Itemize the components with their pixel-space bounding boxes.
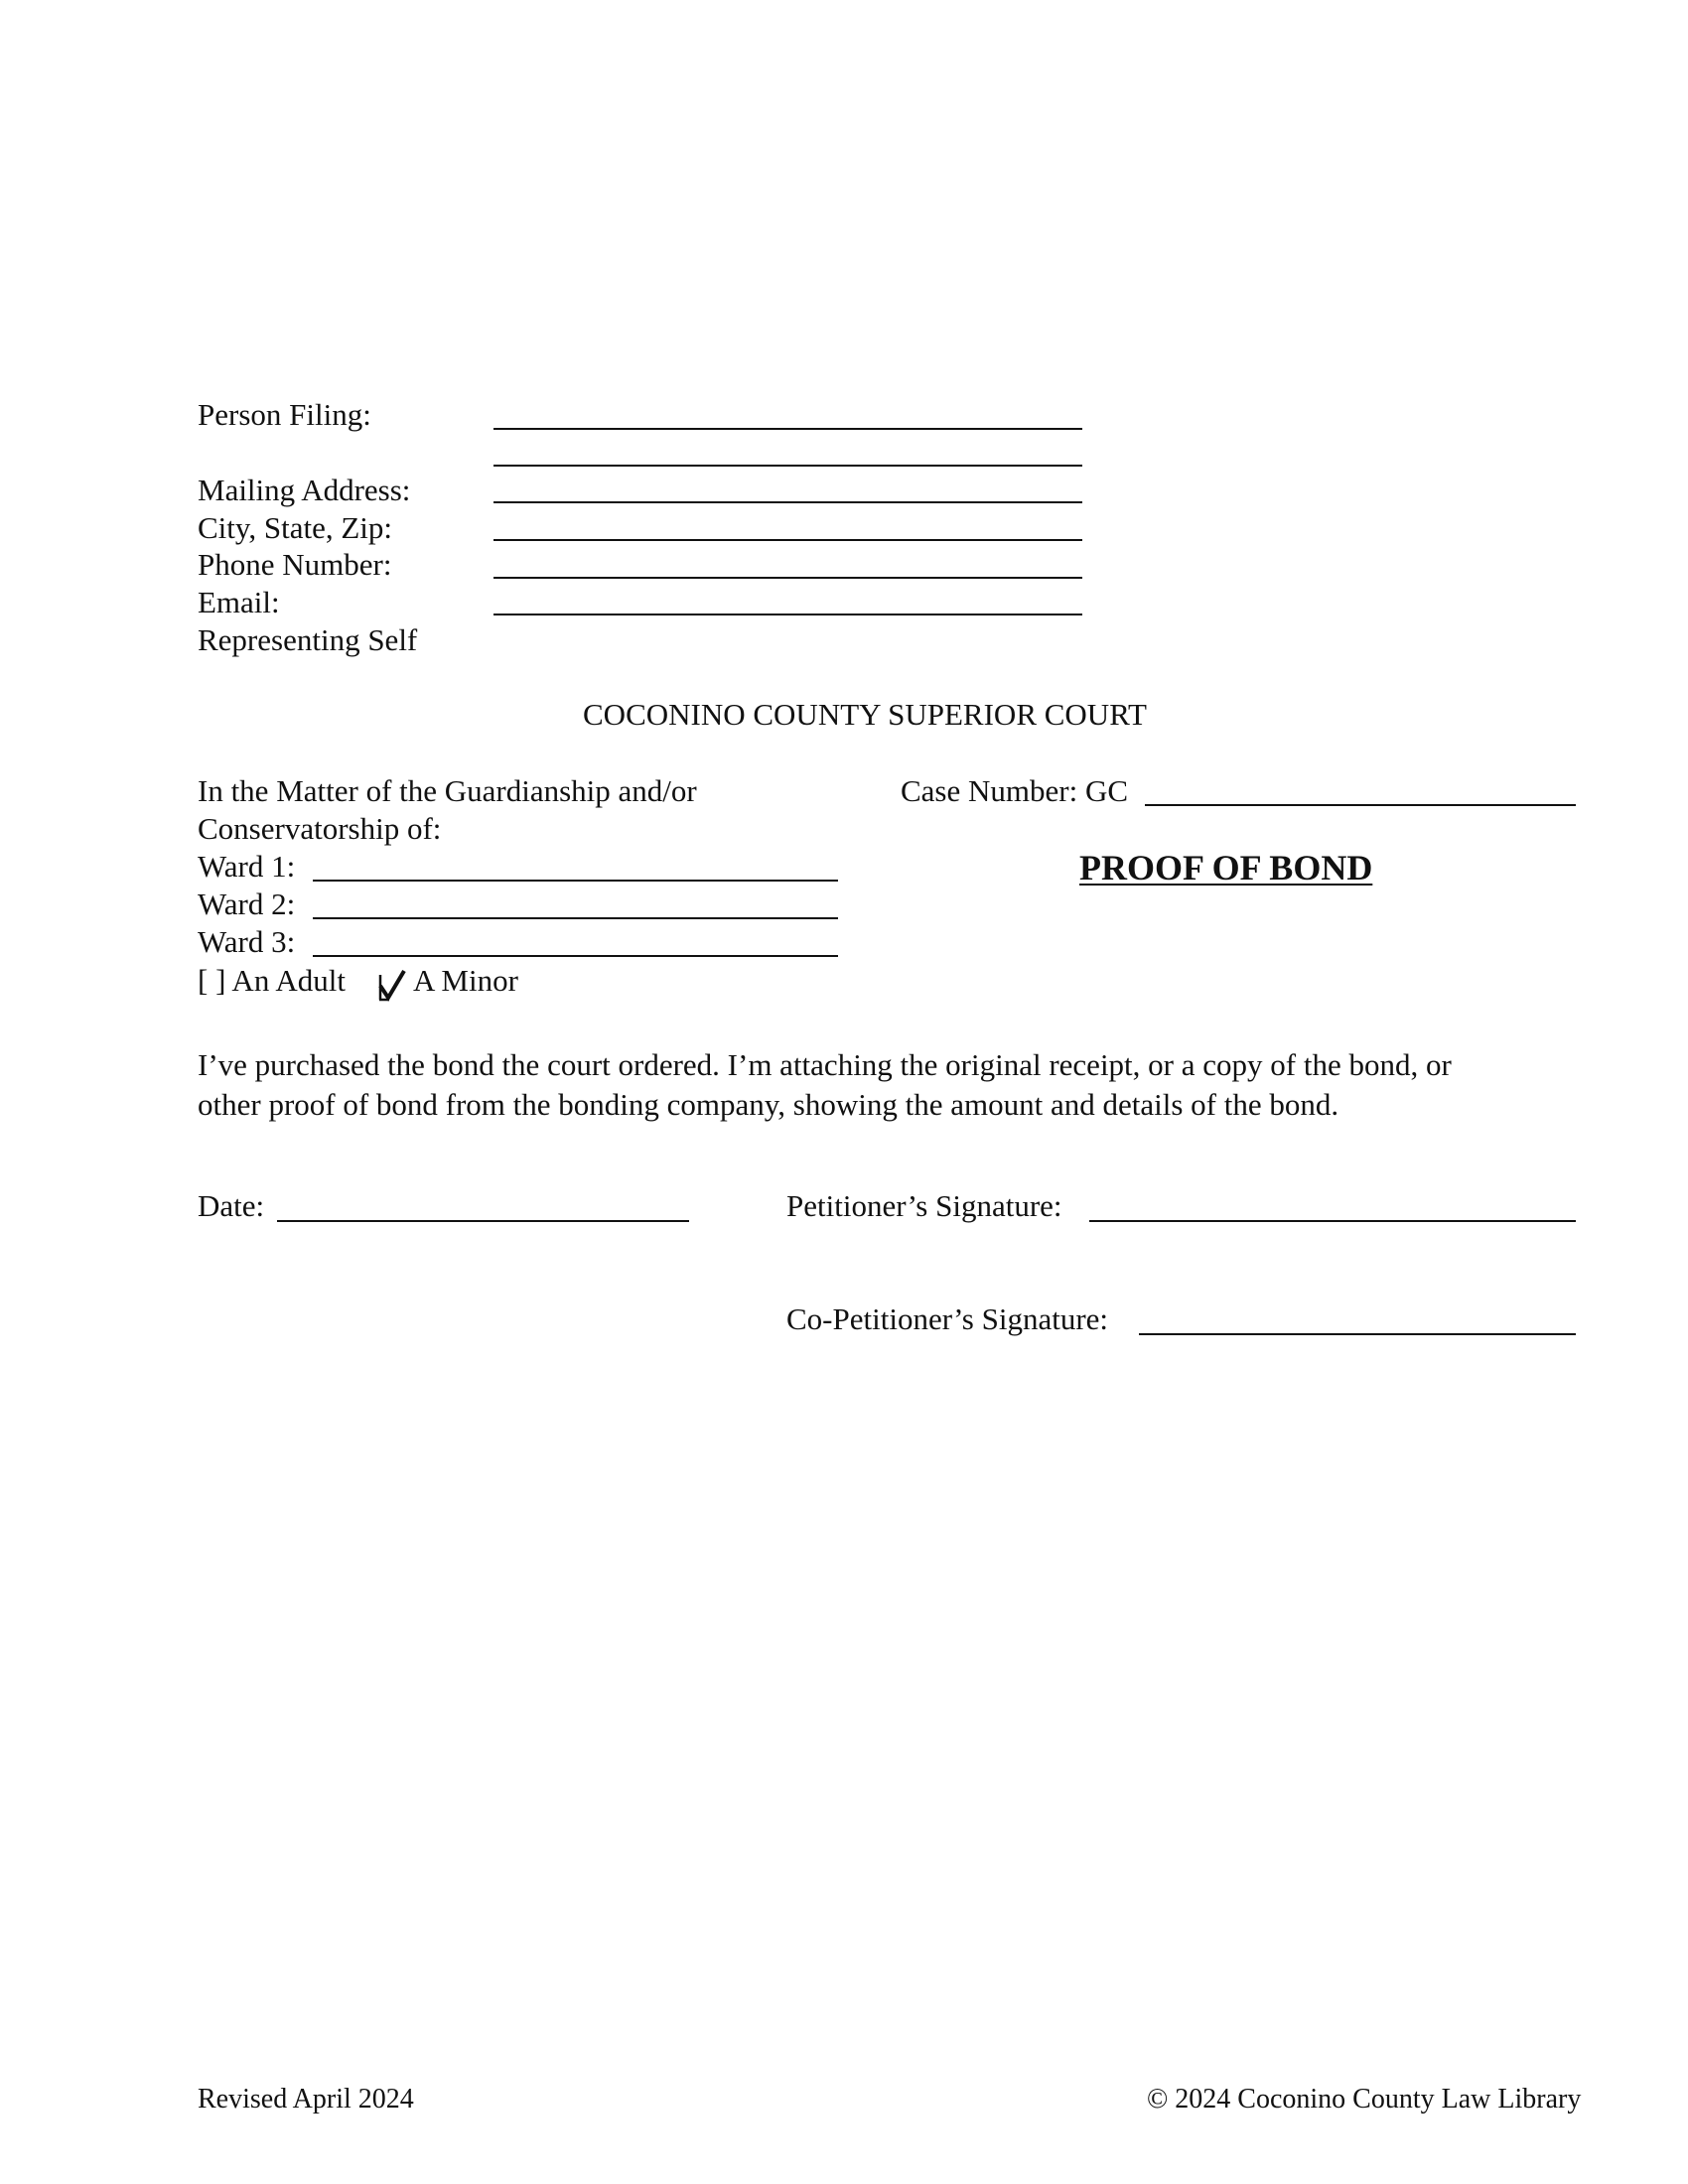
ward-3-line[interactable] <box>313 955 838 957</box>
matter-line-2: Conservatorship of: <box>198 811 442 846</box>
co-petitioner-signature-label: Co-Petitioner’s Signature: <box>786 1301 1109 1336</box>
person-filing-label: Person Filing: <box>198 397 371 432</box>
matter-line-1: In the Matter of the Guardianship and/or <box>198 773 697 808</box>
paragraph-line-2: other proof of bond from the bonding company, showing the amount and details of the bond. <box>198 1087 1339 1122</box>
email-line[interactable] <box>493 614 1082 615</box>
paragraph-line-1: I’ve purchased the bond the court ordered. I’m attaching the original receipt, or a copy of the bond, or <box>198 1047 1452 1082</box>
copyright-notice: © 2024 Coconino County Law Library <box>1147 2084 1582 2115</box>
city-state-zip-label: City, State, Zip: <box>198 510 393 545</box>
revised-date: Revised April 2024 <box>198 2084 414 2115</box>
ward-3-label: Ward 3: <box>198 924 296 959</box>
date-label: Date: <box>198 1188 265 1223</box>
checked-box-icon[interactable] <box>377 969 407 1003</box>
mailing-address-label: Mailing Address: <box>198 473 411 507</box>
case-number-line[interactable] <box>1145 804 1576 806</box>
mailing-address-line[interactable] <box>493 501 1082 503</box>
case-number-label: Case Number: GC <box>901 773 1129 808</box>
person-filing-line-2[interactable] <box>493 465 1082 467</box>
body-paragraph <box>198 1045 1588 1125</box>
email-label: Email: <box>198 585 280 619</box>
court-name: COCONINO COUNTY SUPERIOR COURT <box>583 697 1147 732</box>
document-title: PROOF OF BOND <box>1079 848 1373 887</box>
date-line[interactable] <box>277 1220 689 1222</box>
petitioner-signature-label: Petitioner’s Signature: <box>786 1188 1062 1223</box>
petitioner-signature-line[interactable] <box>1089 1220 1576 1222</box>
minor-option[interactable]: A Minor <box>413 963 518 998</box>
city-state-zip-line[interactable] <box>493 539 1082 541</box>
phone-number-label: Phone Number: <box>198 547 392 582</box>
ward-1-label: Ward 1: <box>198 849 296 884</box>
person-filing-line-1[interactable] <box>493 428 1082 430</box>
adult-option[interactable]: [ ] An Adult <box>198 963 346 998</box>
ward-2-label: Ward 2: <box>198 887 296 921</box>
phone-number-line[interactable] <box>493 577 1082 579</box>
ward-1-line[interactable] <box>313 880 838 882</box>
representing-self-label: Representing Self <box>198 622 418 657</box>
co-petitioner-signature-line[interactable] <box>1139 1333 1576 1335</box>
ward-2-line[interactable] <box>313 917 838 919</box>
